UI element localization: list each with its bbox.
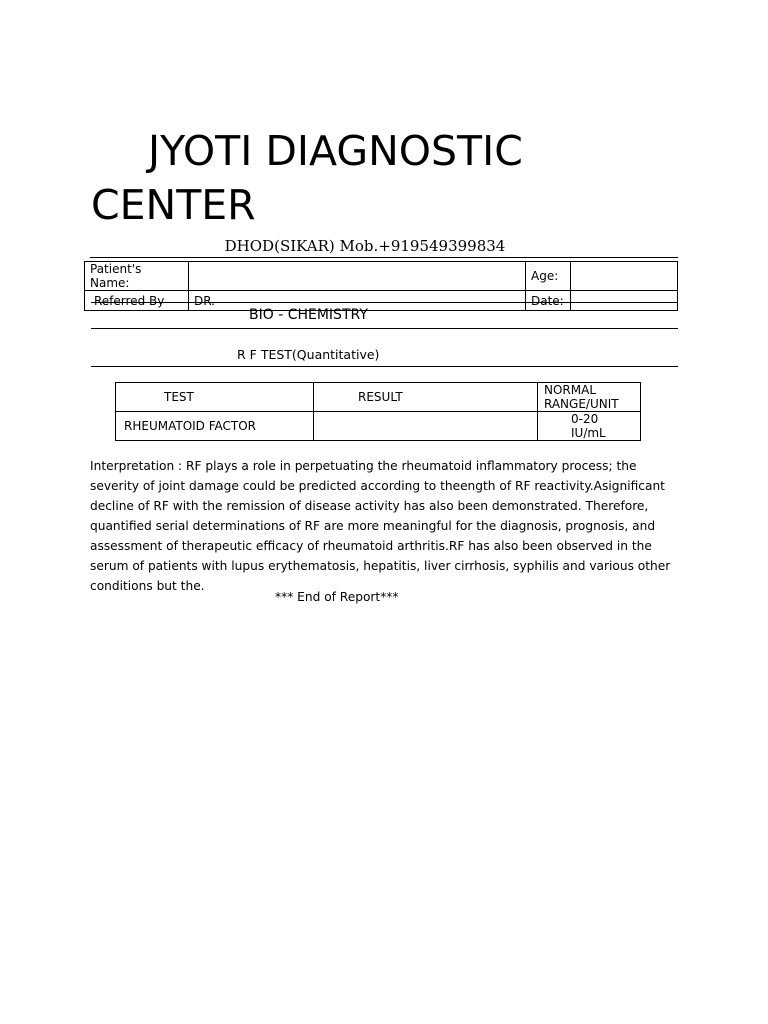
- normal-range-cell: 0-20 IU/mL: [538, 412, 641, 441]
- table-row: [85, 291, 678, 311]
- address-text: DHOD(SIKAR) Mob.+919549399834: [224, 237, 506, 255]
- interpretation-paragraph: Interpretation : RF plays a role in perpetuating the rheumatoid inflammatory process; the severity of joint damage could be predicted according to theength of RF reactivity.Asignificant decline of RF with the remission of disease activity has also been demonstrated. Therefore, quantified serial determinations of RF are more meaningful for the diagnosis, prognosis, and assessment of therapeutic efficacy of rheumatoid arthritis.RF has also been observed in the serum of patients with lupus erythematosis, hepatitis, liver cirrhosis, syphilis and various other conditions but the.: [90, 459, 671, 593]
- patient-info-table: [84, 261, 678, 311]
- column-header-normal-range: NORMAL RANGE/UNIT: [538, 383, 641, 412]
- patient-name-label: Patient's Name:: [85, 262, 189, 291]
- section-title: BIO - CHEMISTRY: [249, 307, 368, 323]
- age-field: [571, 262, 678, 291]
- date-field: [571, 291, 678, 311]
- column-header-test: TEST: [116, 383, 314, 412]
- results-table: [115, 382, 641, 441]
- table-row: [85, 262, 678, 291]
- end-of-report: *** End of Report***: [275, 590, 399, 604]
- table-row: [116, 412, 641, 441]
- date-label: Date:: [526, 291, 571, 311]
- referred-by-field: DR.: [189, 291, 526, 311]
- divider: [91, 328, 678, 329]
- test-title: R F TEST(Quantitative): [237, 347, 380, 362]
- center-name-heading: JYOTI DIAGNOSTIC CENTER: [91, 127, 523, 229]
- patient-name-field: [189, 262, 526, 291]
- result-cell: [314, 412, 538, 441]
- table-header-row: [116, 383, 641, 412]
- divider: [91, 302, 678, 303]
- column-header-result: RESULT: [314, 383, 538, 412]
- divider: [91, 366, 678, 367]
- address-line: [90, 237, 678, 258]
- referred-by-label: Referred By: [85, 291, 189, 311]
- age-label: Age:: [526, 262, 571, 291]
- test-cell: RHEUMATOID FACTOR: [116, 412, 314, 441]
